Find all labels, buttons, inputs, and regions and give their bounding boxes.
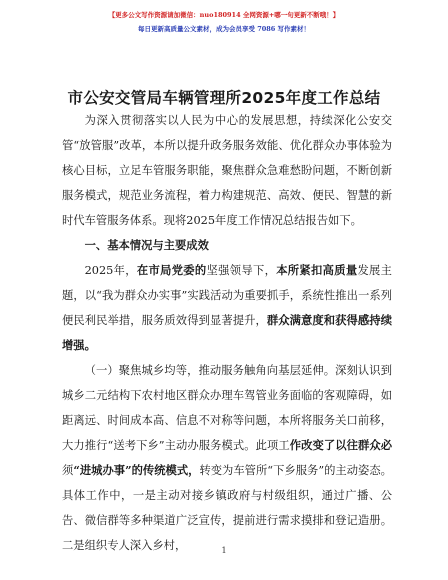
summary-text-5: 发展主题，以“我为群众办实事”实践活动为重要抓手，系统性推出一系列便民利民举措，服务质效得到显著提升，: [62, 264, 392, 327]
banner-line-promo: 【更多公文写作资源请加微信：nuo180914 全网资源+哪一句更新不断哦！】: [108, 11, 340, 19]
sub1-text-2: 作改变了以往群众必: [289, 438, 392, 452]
banner-line-membership: 每日更新高质量公文素材，成为会员享受 7086 写作素材！: [137, 25, 311, 33]
summary-text-6: 群众满意度和获得感持续增强。: [62, 313, 392, 352]
subsection-paragraph-urban-rural: [62, 358, 392, 558]
sub1-text-6: 所“下乡服务”的主动姿态。具体工作中，一是主动对接乡镇政府与村级组织，通过广播、公告、微信群等多种渠道广泛宣传，提前进行需求摸排和登记造册。二是组织专人深入乡村，: [62, 464, 392, 552]
sub1-text-1: （一）聚焦城乡均等，推动服务触角向基层延伸。深刻认识到城乡二元结构下农村地区群众办理车驾管业务面临的客观障碍，如距离远、时间成本高、信息不对称等问题，本所将服务关口前移，大力推行“送考下乡”主动办服务模式。此项工: [62, 364, 392, 452]
summary-paragraph: [62, 258, 392, 358]
summary-text-3: 坚强领导下，: [206, 264, 277, 277]
section-heading-basic-info: 一、基本情况与主要成效: [84, 239, 209, 252]
header-banner: [0, 8, 448, 36]
summary-text-4: 本所紧扣高质量: [276, 263, 358, 277]
summary-text-2: 在市局党委的: [136, 263, 207, 277]
sub1-text-3: 须: [62, 464, 74, 477]
document-title: 市公安交管局车辆管理所2025年度工作总结: [67, 89, 381, 107]
intro-paragraph: 为深入贯彻落实以人民为中心的发展思想，持续深化公安交管“放管服”改革，本所以提升政务服务效能、优化群众办事体验为核心目标，立足车管服务职能，聚焦群众急难愁盼问题，不断创新服务模式，规范业务流程，着力构建规范、高效、便民、智慧的新时代车管服务体系。现将2025年度工作情况总结报告如下。: [62, 114, 392, 227]
document-body: [62, 108, 392, 558]
sub1-text-5: 转变为车管: [199, 464, 256, 477]
sub1-text-4: “进城办事”的传统模式，: [73, 463, 200, 477]
page-number: 1: [221, 546, 227, 555]
summary-text-1: 2025年，: [84, 264, 137, 277]
